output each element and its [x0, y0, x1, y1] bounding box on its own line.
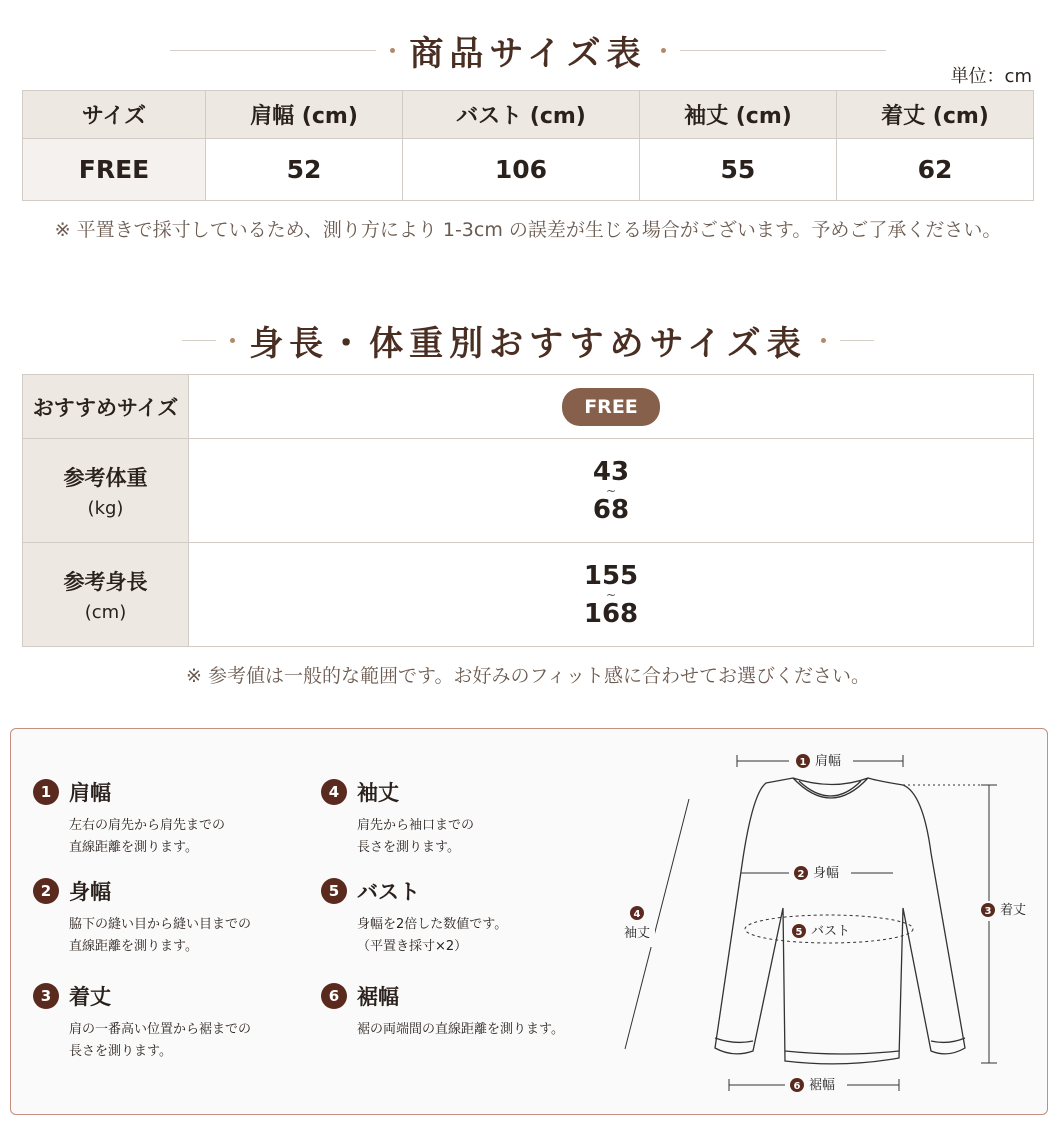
number-badge: 3 — [33, 983, 59, 1009]
number-text: 5 — [795, 927, 803, 938]
size-table-header-row — [23, 91, 1034, 139]
header-sleeve: 袖丈 (cm) — [639, 91, 836, 139]
weight-min: 43 — [592, 456, 630, 487]
cell-bust: 106 — [403, 139, 640, 201]
cell-shoulder: 52 — [206, 139, 403, 201]
height-range — [189, 543, 1034, 647]
guide-item-desc: 肩の一番高い位置から裾までの 長さを測ります。 — [69, 1022, 252, 1059]
guide-item-length — [33, 981, 251, 1063]
weight-range — [189, 439, 1034, 543]
guide-item-bust — [321, 876, 507, 958]
number-text: 6 — [793, 1081, 801, 1092]
guide-item-name: 肩幅 — [69, 781, 111, 805]
cell-sleeve: 55 — [639, 139, 836, 201]
diagram-label-shoulder: 肩幅 — [815, 754, 842, 769]
divider-dot — [390, 48, 395, 53]
left-cuff — [715, 1038, 753, 1042]
diagram-label-length: 着丈 — [1000, 903, 1027, 918]
number-badge: 5 — [321, 878, 347, 904]
table-row — [23, 439, 1034, 543]
number-text: 3 — [984, 906, 992, 917]
table-row — [23, 139, 1034, 201]
weight-max: 68 — [592, 494, 630, 525]
table-row — [23, 375, 1034, 439]
diagram-label-hem: 裾幅 — [809, 1078, 836, 1093]
number-badge: 1 — [33, 779, 59, 805]
divider-dot — [661, 48, 666, 53]
guide-item-name: バスト — [357, 880, 420, 904]
range-tilde: ~ — [605, 483, 617, 498]
guide-item-hem — [321, 981, 564, 1041]
right-cuff — [931, 1038, 965, 1042]
header-bust: バスト (cm) — [403, 91, 640, 139]
unit-note: 単位：cm — [950, 66, 1032, 87]
recommend-table — [22, 374, 1034, 647]
number-text: 1 — [799, 757, 807, 768]
weight-label: 参考体重 — [63, 466, 148, 490]
diagram-label-sleeve: 袖丈 — [623, 926, 651, 941]
divider-line — [840, 340, 874, 341]
number-badge: 6 — [321, 983, 347, 1009]
guide-item-name: 裾幅 — [357, 985, 399, 1009]
measurement-guide — [10, 728, 1048, 1115]
recommend-size-cell — [189, 375, 1034, 439]
cell-size: FREE — [23, 139, 206, 201]
guide-item-name: 身幅 — [69, 880, 111, 904]
table-row — [23, 543, 1034, 647]
number-badge: 4 — [321, 779, 347, 805]
divider-line — [170, 50, 376, 51]
divider-dot — [230, 338, 235, 343]
size-chart-title-row — [0, 26, 1056, 75]
range-tilde: ~ — [605, 587, 617, 602]
number-text: 4 — [633, 909, 641, 920]
divider-line — [182, 340, 216, 341]
guide-item-sleeve — [321, 777, 474, 859]
cell-length: 62 — [836, 139, 1033, 201]
height-header — [23, 543, 189, 647]
weight-unit: (kg) — [87, 498, 124, 519]
size-table — [22, 90, 1034, 201]
guide-item-desc: 肩先から袖口までの 長さを測ります。 — [357, 818, 475, 855]
guide-item-shoulder — [33, 777, 225, 859]
header-shoulder: 肩幅 (cm) — [206, 91, 403, 139]
divider-line — [680, 50, 886, 51]
size-chart-title: 商品サイズ表 — [409, 34, 647, 74]
height-unit: (cm) — [84, 602, 127, 623]
guide-item-body-width — [33, 876, 251, 958]
size-chart-note: ※ 平置きで採寸しているため、測り方により 1-3cm の誤差が生じる場合がございます。予めご了承ください。 — [54, 219, 1002, 241]
guide-item-desc: 脇下の縫い目から縫い目までの 直線距離を測ります。 — [69, 917, 252, 954]
height-max: 168 — [583, 598, 639, 629]
header-length: 着丈 (cm) — [836, 91, 1033, 139]
guide-item-desc: 裾の両端間の直線距離を測ります。 — [357, 1022, 564, 1037]
weight-header — [23, 439, 189, 543]
guide-item-name: 着丈 — [69, 985, 111, 1009]
guide-item-desc: 左右の肩先から肩先までの 直線距離を測ります。 — [69, 818, 226, 855]
diagram-label-body: 身幅 — [813, 866, 840, 881]
recommend-title-row — [0, 316, 1056, 365]
guide-item-desc: 身幅を2倍した数値です。 （平置き採寸×2） — [357, 917, 508, 954]
recommend-size-label: おすすめサイズ — [23, 375, 189, 439]
recommend-note: ※ 参考値は一般的な範囲です。お好みのフィット感に合わせてお選びください。 — [186, 665, 870, 687]
diagram-label-bust: バスト — [811, 924, 851, 939]
number-badge: 2 — [33, 878, 59, 904]
divider-dot — [821, 338, 826, 343]
tshirt-outline — [715, 778, 965, 1064]
guide-item-name: 袖丈 — [357, 781, 399, 805]
recommend-title: 身長・体重別おすすめサイズ表 — [249, 324, 807, 364]
hem-line — [785, 1051, 899, 1054]
height-min: 155 — [583, 560, 639, 591]
header-size: サイズ — [23, 91, 206, 139]
size-badge: FREE — [562, 388, 660, 426]
garment-diagram — [603, 733, 1043, 1113]
number-text: 2 — [797, 869, 805, 880]
height-label: 参考身長 — [63, 570, 148, 594]
